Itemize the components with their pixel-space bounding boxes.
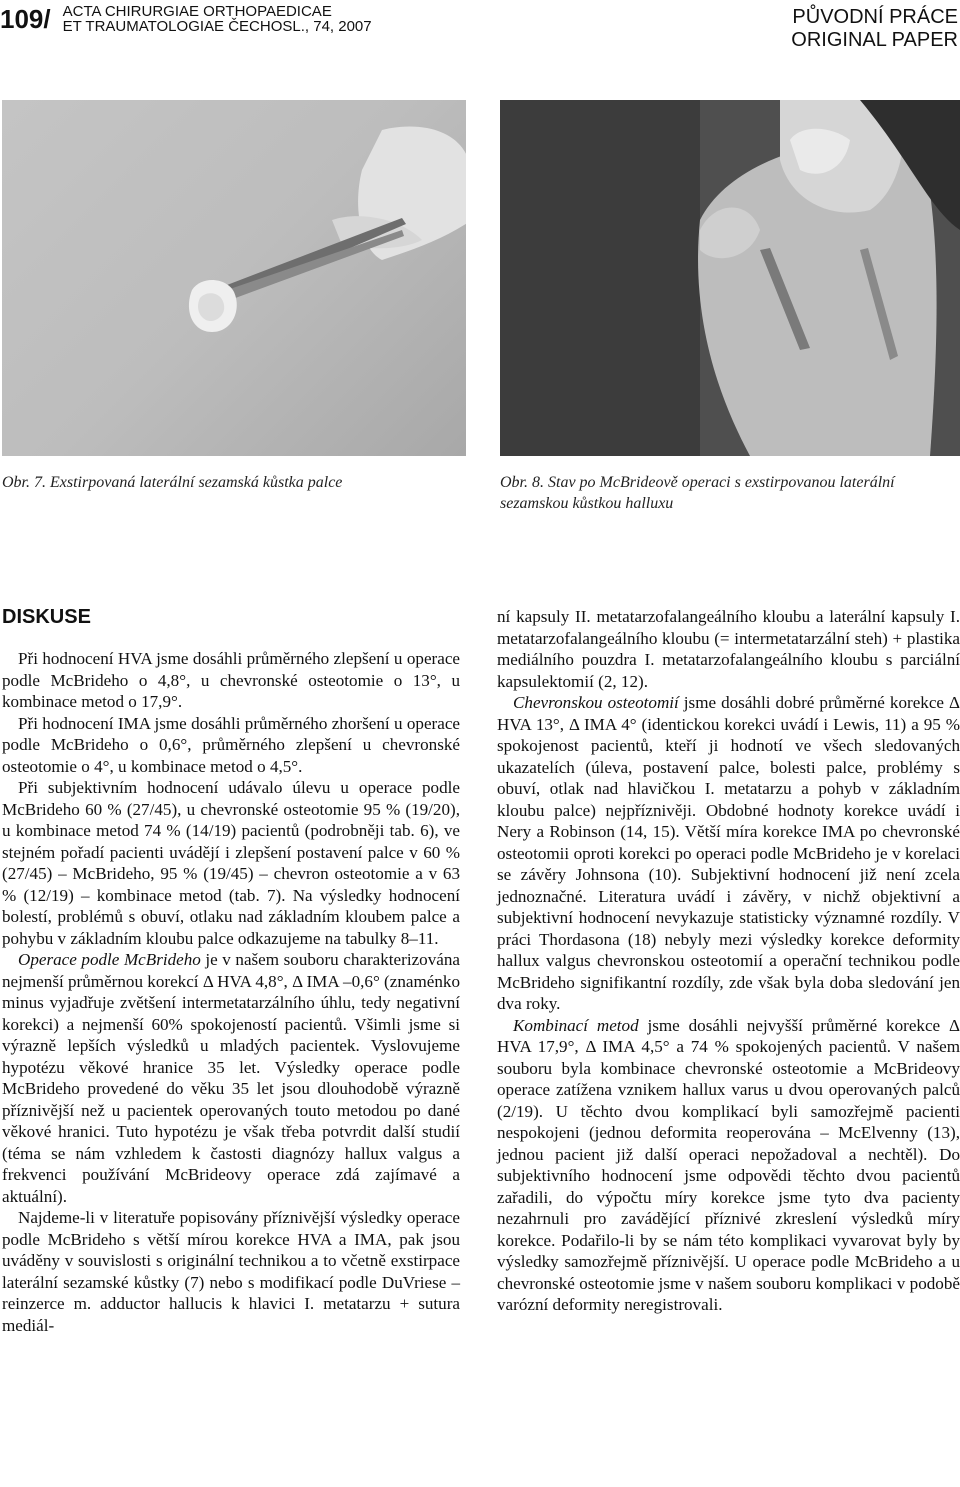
paragraph: Najdeme-li v literatuře popisovány příznivější výsledky operace podle McBrideho s větší mírou korekce HVA a IMA, pak jsou uváděny v souvislosti s originální technikou a to včetně exstirpace laterální sezamské kůstky (7) nebo s modifikací podle DuVriese – reinzerce m. adductor hallucis k hlavici I. metatarzu + sutura mediál- (2, 1208, 460, 1335)
section-label-line1: PŮVODNÍ PRÁCE (792, 6, 958, 28)
paragraph: Při hodnocení HVA jsme dosáhli průměrného zlepšení u operace podle McBrideho o 4,8°, u chevronské osteotomie o 13°, u kombinace metod o 17,9°. (2, 649, 460, 711)
paragraph-body: jsme dosáhli nejvyšší průměrné korekce Δ HVA 17,9°, Δ IMA 4,5° a 74 % spokojených pacientů. V našem souboru byla kombinace chevronské osteotomie a McBrideovy operace zatížena vznikem hallux varus u dvou operovaných palců (2/19). U těchto dvou komplikací byli samozřejmě pacienti nespokojeni (jednou deformita reoperována – McElvenny (13), jednou pacient již další operaci nepožadoval a nechtěl). Do subjektivního hodnocení jsme odpovědi těchto dvou pacientů zařadili, do výpočtu míry korekce jsme tyto dva pacienty nezahrnuli pro zavádějící příznivé zkreslení výsledků míry korekce. Podařilo-li by se nám této komplikaci vyvarovat byly by výsledky samozřejmě příznivější. U operace podle McBrideho a u chevronské osteotomie jsme v našem souboru komplikaci v podobě varózní deformity neregistrovali. (497, 1015, 960, 1314)
paragraph-lead: Chevronskou osteotomií (513, 693, 679, 712)
page-header-left (0, 0, 372, 40)
paragraph-body: jsme dosáhli dobré průměrné korekce Δ HVA 13°, Δ IMA 4° (identickou korekci uvádí i Lewis, 11) a 95 % spokojenost pacientů, kteří ji hodnotí ve všech sledovaných ukazatelích (úleva, postavení palce, bolesti palce, problémy s obuví, otlak nad hlavičkou I. metatarzu a pohyb v základním kloubu palce) nejpříznivěji. Obdobné hodnoty korekce uvádí i Nery a Robinson (14, 15). Větší míra korekce IMA po chevronské osteotomii oproti korekci po operaci podle McBrideho je v korelaci se závěry Johnsona (10). Subjektivní hodnocení již není zcela jednoznačné. Literatura uvádí i závěry, v nichž objektivní a subjektivní hodnocení nevykazuje statisticky významné rozdíly. V práci Thordasona (18) nebyly mezi výsledky korekce deformity hallux valgus chevronskou osteotomií a operační technikou podle McBrideho signifikantní rozdíly, zde však byla doba sledování jen dva roky. (497, 693, 960, 1013)
figure-8-caption: Obr. 8. Stav po McBrideově operaci s exstirpovanou laterální sezamskou kůstkou halluxu (500, 474, 895, 512)
paragraph-body: je v našem souboru charakterizována nejmenší průměrnou korekcí Δ HVA 4,8°, Δ IMA –0,6° (znaménko minus vyjadřuje zvětšení intermetatarzálního úhlu, tedy negativní korekci) a nejmenší 60% spokojeností pacientů. Všimli jsme si výrazně lepších výsledků u mladých pacientek. Vyslovujeme hypotézu věkové hranice 35 let. Výsledky operace podle McBrideho provedené do věku 35 let jsou dlouhodobě výrazně příznivější než u pacientek operovaných touto metodou po dané věkové hranici. Tuto hypotézu je však třeba potvrdit další studií (téma se nám vzhledem k častosti diagnózy hallux valgus a frekvenci používání McBrideovy operace zdá zajímavé a aktuální). (2, 950, 460, 1206)
section-label-line2: ORIGINAL PAPER (791, 29, 958, 51)
figure-7-caption: Obr. 7. Exstirpovaná laterální sezamská kůstka palce (2, 474, 343, 491)
figure-7-photo (2, 100, 466, 456)
paragraph-lead: Operace podle McBrideho (18, 950, 201, 969)
paragraph (2, 949, 460, 1207)
left-column (2, 648, 460, 1336)
paragraph-lead: Kombinací metod (513, 1015, 639, 1035)
page-number: 109/ (0, 4, 51, 34)
paragraph: ní kapsuly II. metatarzofalangeálního kloubu a laterální kapsuly I. metatarzofalangeálního kloubu (= intermetatarzální steh) + plastika mediálního pouzdra I. metatarzofalangeálního kloubu s parciální kapsulektomií (2, 12). (497, 607, 960, 691)
paragraph: Při hodnocení IMA jsme dosáhli průměrného zhoršení u operace podle McBrideho o 0,6°, průměrného zlepšení u chevronské osteotomie o 4°, u kombinace metod o 4,5°. (2, 713, 460, 776)
paragraph (497, 1015, 960, 1316)
figure-8-photo (500, 100, 960, 456)
paragraph (497, 692, 960, 1015)
journal-title-line1: ACTA CHIRURGIAE ORTHOPAEDICAE (62, 3, 332, 20)
right-column (497, 606, 960, 1316)
section-heading: DISKUSE (2, 606, 91, 628)
journal-title (63, 4, 372, 34)
journal-title-line2: ET TRAUMATOLOGIAE ČECHOSL., 74, 2007 (62, 18, 372, 35)
paragraph: Při subjektivním hodnocení udávalo úlevu u operace podle McBrideho 60 % (27/45), u chevronské osteotomie 95 % (19/20), u kombinace metod 74 % (14/19) pacientů (podrobněji tab. 6), ve stejném pořadí pacienti uvádějí i zlepšení postavení palce v 60 % (27/45) – McBrideho, 95 % (19/45) – chevron osteotomie a v 63 % (12/19) – kombinace metod (tab. 7). Na výsledky hodnocení bolestí, problémů s obuví, otlaku nad základním kloubem palce a pohybu v základním kloubu palce odkazujeme na tabulky 8–11. (2, 778, 460, 948)
section-label (791, 6, 958, 52)
